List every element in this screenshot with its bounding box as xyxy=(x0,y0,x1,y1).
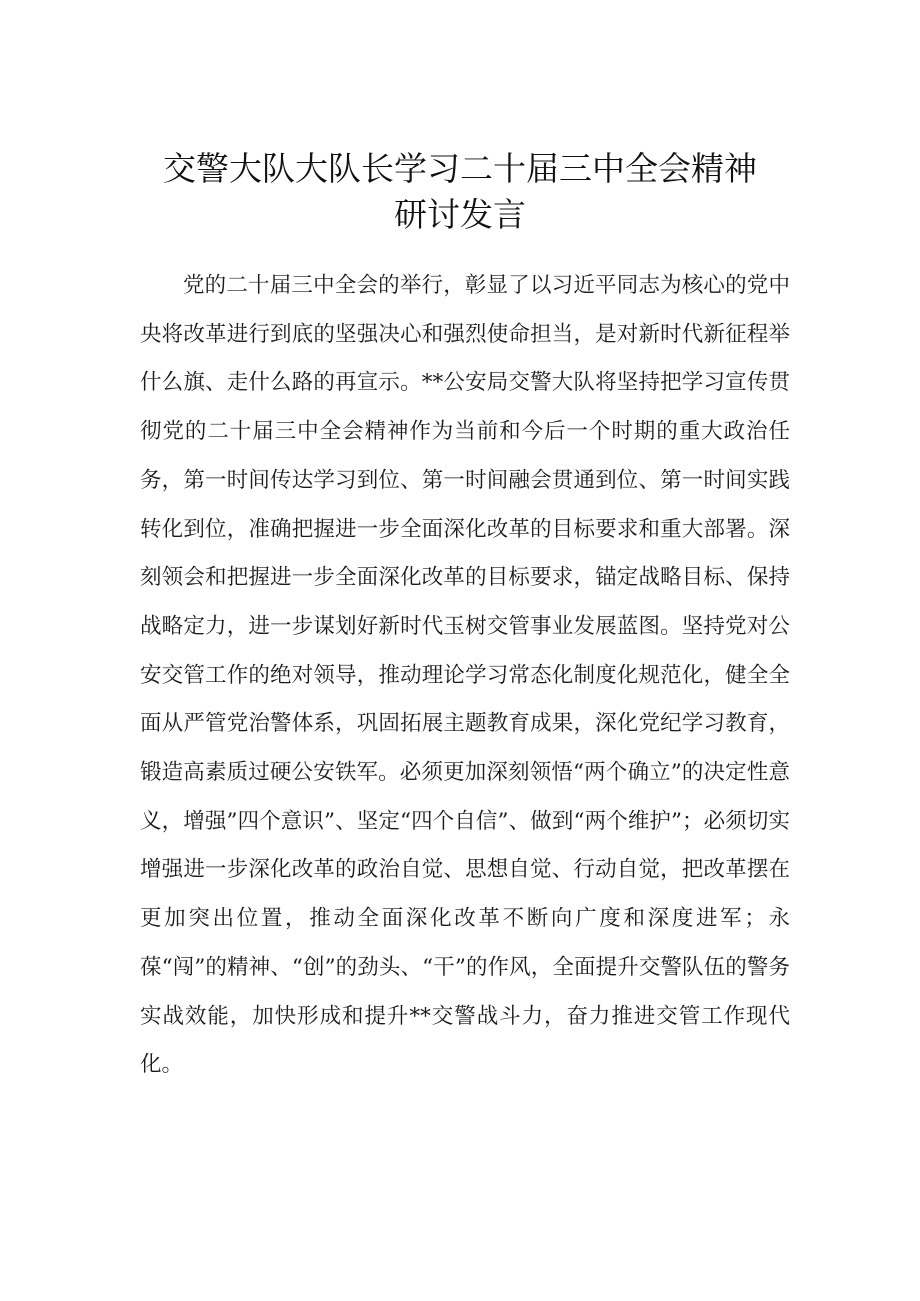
document-body-paragraph: 党的二十届三中全会的举行，彰显了以习近平同志为核心的党中央将改革进行到底的坚强决心和强烈使命担当，是对新时代新征程举什么旗、走什么路的再宣示。**公安局交警大队将坚持把学习宣传贯彻党的二十届三中全会精神作为当前和今后一个时期的重大政治任务，第一时间传达学习到位、第一时间融会贯通到位、第一时间实践转化到位，准确把握进一步全面深化改革的目标要求和重大部署。深刻领会和把握进一步全面深化改革的目标要求，锚定战略目标、保持战略定力，进一步谋划好新时代玉树交管事业发展蓝图。坚持党对公安交管工作的绝对领导，推动理论学习常态化制度化规范化，健全全面从严管党治警体系，巩固拓展主题教育成果，深化党纪学习教育，锻造高素质过硬公安铁军。必须更加深刻领悟“两个确立”的决定性意义，增强”四个意识”、坚定“四个自信”、做到“两个维护”；必须切实增强进一步深化改革的政治自觉、思想自觉、行动自觉，把改革摆在更加突出位置，推动全面深化改革不断向广度和深度进军；永葆“闯”的精神、“创”的劲头、“干”的作风，全面提升交警队伍的警务实战效能，加快形成和提升**交警战斗力，奋力推进交管工作现代化。 xyxy=(140,273,790,1078)
document-title xyxy=(0,146,920,238)
document-title-line-2: 研讨发言 xyxy=(394,195,526,234)
document-title-line-1: 交警大队大队长学习二十届三中全会精神 xyxy=(163,149,757,188)
